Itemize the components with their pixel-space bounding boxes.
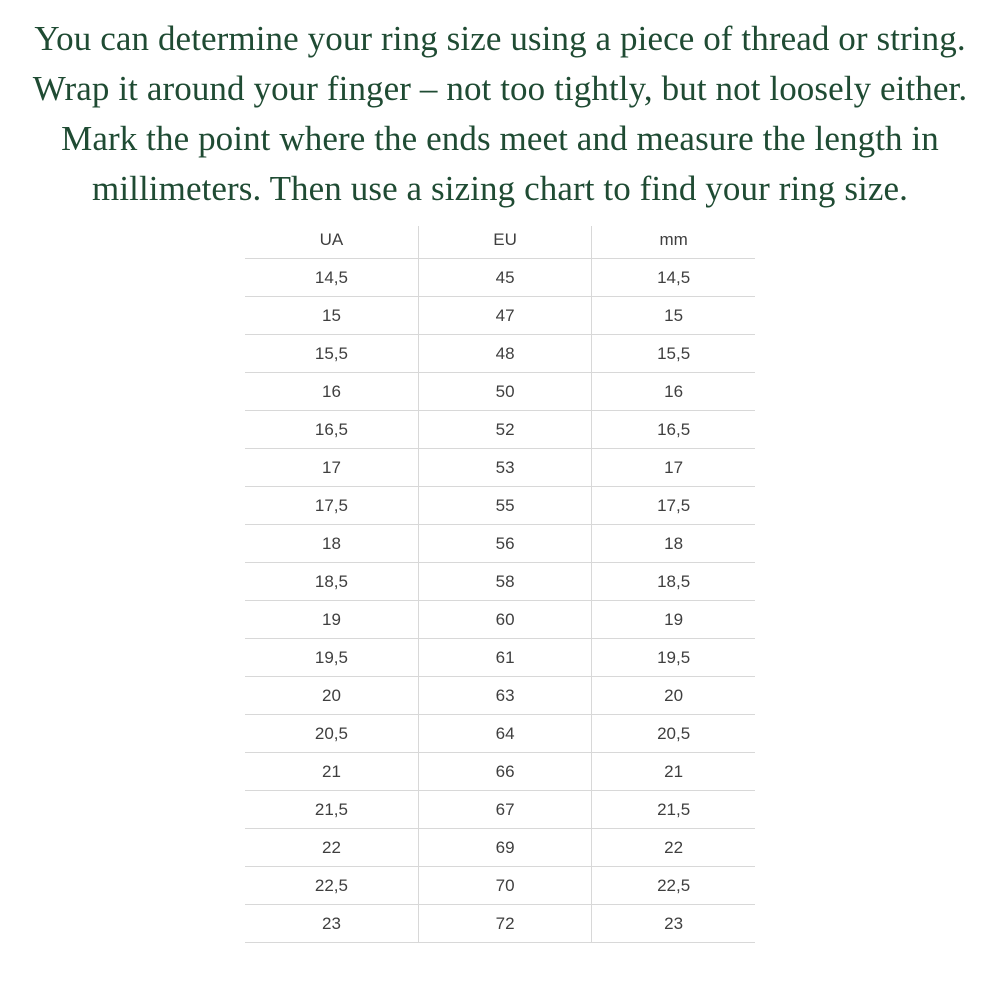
cell-ua: 19,5 <box>245 639 418 677</box>
cell-mm: 19 <box>592 601 755 639</box>
table-row <box>245 373 755 411</box>
cell-eu: 50 <box>418 373 591 411</box>
column-header-mm: mm <box>592 226 755 259</box>
cell-mm: 18,5 <box>592 563 755 601</box>
table-body <box>245 259 755 943</box>
table-row <box>245 905 755 943</box>
cell-eu: 72 <box>418 905 591 943</box>
cell-ua: 16 <box>245 373 418 411</box>
column-header-ua: UA <box>245 226 418 259</box>
cell-ua: 18,5 <box>245 563 418 601</box>
table-row <box>245 449 755 487</box>
cell-eu: 48 <box>418 335 591 373</box>
cell-eu: 67 <box>418 791 591 829</box>
cell-ua: 16,5 <box>245 411 418 449</box>
cell-mm: 16 <box>592 373 755 411</box>
table-row <box>245 753 755 791</box>
cell-mm: 22,5 <box>592 867 755 905</box>
cell-mm: 18 <box>592 525 755 563</box>
cell-mm: 15,5 <box>592 335 755 373</box>
cell-eu: 58 <box>418 563 591 601</box>
cell-mm: 17 <box>592 449 755 487</box>
table-row <box>245 525 755 563</box>
cell-mm: 14,5 <box>592 259 755 297</box>
cell-ua: 17 <box>245 449 418 487</box>
cell-eu: 66 <box>418 753 591 791</box>
size-chart-container <box>245 226 755 943</box>
cell-mm: 20 <box>592 677 755 715</box>
table-row <box>245 297 755 335</box>
table-row <box>245 487 755 525</box>
cell-ua: 21,5 <box>245 791 418 829</box>
cell-eu: 64 <box>418 715 591 753</box>
cell-mm: 16,5 <box>592 411 755 449</box>
cell-mm: 17,5 <box>592 487 755 525</box>
cell-ua: 15,5 <box>245 335 418 373</box>
table-row <box>245 259 755 297</box>
cell-eu: 45 <box>418 259 591 297</box>
cell-mm: 22 <box>592 829 755 867</box>
table-header-row <box>245 226 755 259</box>
cell-ua: 22 <box>245 829 418 867</box>
cell-eu: 56 <box>418 525 591 563</box>
table-row <box>245 601 755 639</box>
cell-mm: 15 <box>592 297 755 335</box>
cell-eu: 69 <box>418 829 591 867</box>
cell-mm: 20,5 <box>592 715 755 753</box>
cell-eu: 47 <box>418 297 591 335</box>
table-row <box>245 639 755 677</box>
cell-eu: 52 <box>418 411 591 449</box>
table-row <box>245 411 755 449</box>
table-row <box>245 867 755 905</box>
cell-eu: 63 <box>418 677 591 715</box>
cell-ua: 18 <box>245 525 418 563</box>
table-row <box>245 829 755 867</box>
table-row <box>245 335 755 373</box>
cell-mm: 19,5 <box>592 639 755 677</box>
cell-eu: 61 <box>418 639 591 677</box>
cell-eu: 55 <box>418 487 591 525</box>
cell-ua: 15 <box>245 297 418 335</box>
column-header-eu: EU <box>418 226 591 259</box>
cell-ua: 17,5 <box>245 487 418 525</box>
intro-paragraph: You can determine your ring size using a piece of thread or string. Wrap it around your finger – not too tightly, but not loosely either. Mark the point where the ends meet and measure the length in millimeters. Then use a sizing chart to find your ring size. <box>32 19 968 208</box>
cell-ua: 20 <box>245 677 418 715</box>
cell-ua: 20,5 <box>245 715 418 753</box>
cell-eu: 53 <box>418 449 591 487</box>
cell-ua: 21 <box>245 753 418 791</box>
table-row <box>245 677 755 715</box>
cell-mm: 21 <box>592 753 755 791</box>
cell-ua: 14,5 <box>245 259 418 297</box>
cell-eu: 60 <box>418 601 591 639</box>
cell-mm: 21,5 <box>592 791 755 829</box>
cell-eu: 70 <box>418 867 591 905</box>
table-row <box>245 563 755 601</box>
cell-ua: 22,5 <box>245 867 418 905</box>
cell-ua: 19 <box>245 601 418 639</box>
table-row <box>245 715 755 753</box>
ring-size-table <box>245 226 755 943</box>
table-row <box>245 791 755 829</box>
cell-mm: 23 <box>592 905 755 943</box>
cell-ua: 23 <box>245 905 418 943</box>
